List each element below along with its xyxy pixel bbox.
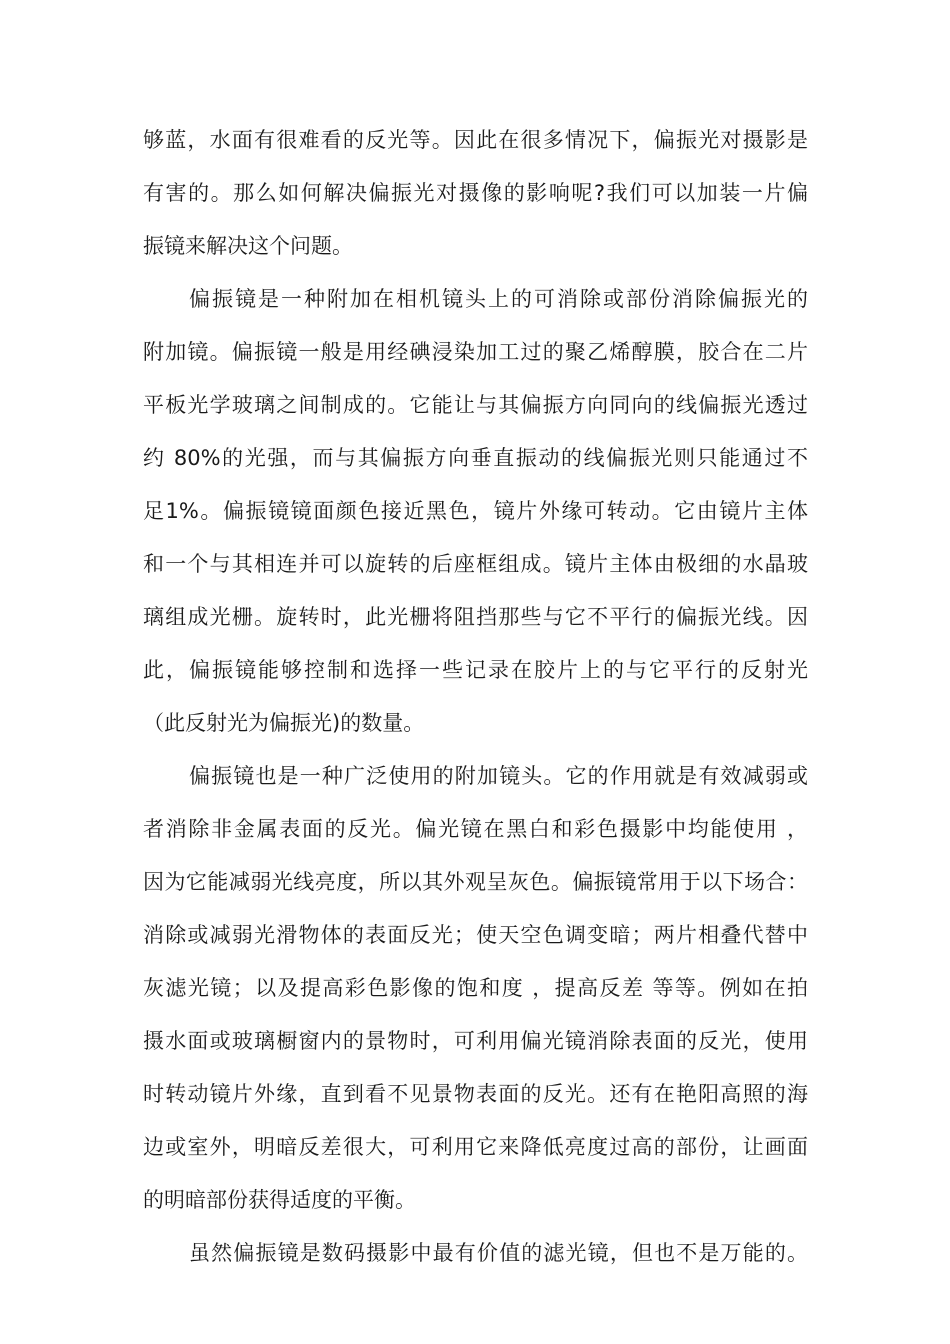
- text-line: 时转动镜片外缘，直到看不见景物表面的反光。还有在艳阳高照的海: [143, 1082, 808, 1106]
- text-line: （此反射光为偏振光)的数量。: [143, 711, 425, 735]
- text-line: 足1%。偏振镜镜面颜色接近黑色，镜片外缘可转动。它由镜片主体: [143, 499, 808, 523]
- text-line: 边或室外，明暗反差很大，可利用它来降低亮度过高的部份，让画面: [143, 1135, 808, 1159]
- paragraph-first-line: 偏振镜是一种附加在相机镜头上的可消除或部份消除偏振光的: [189, 287, 808, 311]
- text-line: 消除或减弱光滑物体的表面反光；使天空色调变暗；两片相叠代替中: [143, 923, 808, 947]
- text-line: 因为它能减弱光线亮度，所以其外观呈灰色。偏振镜常用于以下场合：: [143, 870, 808, 894]
- text-line: 够蓝，水面有很难看的反光等。因此在很多情况下，偏振光对摄影是: [143, 128, 808, 152]
- text-line: 摄水面或玻璃橱窗内的景物时，可利用偏光镜消除表面的反光，使用: [143, 1029, 808, 1053]
- text-line: 者消除非金属表面的反光。偏光镜在黑白和彩色摄影中均能使用 ，: [143, 817, 808, 841]
- text-line: 此，偏振镜能够控制和选择一些记录在胶片上的与它平行的反射光: [143, 658, 808, 682]
- text-line: 附加镜。偏振镜一般是用经碘浸染加工过的聚乙烯醇膜，胶合在二片: [143, 340, 808, 364]
- text-line: 振镜来解决这个问题。: [143, 234, 353, 258]
- body-text: [143, 114, 808, 1280]
- paragraph-first-line: 偏振镜也是一种广泛使用的附加镜头。它的作用就是有效减弱或: [189, 764, 808, 788]
- text-line: 璃组成光栅。旋转时，此光栅将阻挡那些与它不平行的偏振光线。因: [143, 605, 808, 629]
- text-line: 和一个与其相连并可以旋转的后座框组成。镜片主体由极细的水晶玻: [143, 552, 808, 576]
- text-line: 有害的。那么如何解决偏振光对摄像的影响呢?我们可以加装一片偏: [143, 181, 808, 205]
- text-line: 的明暗部份获得适度的平衡。: [143, 1188, 416, 1212]
- text-line: 灰滤光镜；以及提高彩色影像的饱和度 ，提高反差 等等。例如在拍: [143, 976, 808, 1000]
- text-line: 约 80%的光强，而与其偏振方向垂直振动的线偏振光则只能通过不: [143, 446, 808, 470]
- text-line: 平板光学玻璃之间制成的。它能让与其偏振方向同向的线偏振光透过: [143, 393, 808, 417]
- paragraph-first-line: 虽然偏振镜是数码摄影中最有价值的滤光镜，但也不是万能的。: [189, 1241, 808, 1265]
